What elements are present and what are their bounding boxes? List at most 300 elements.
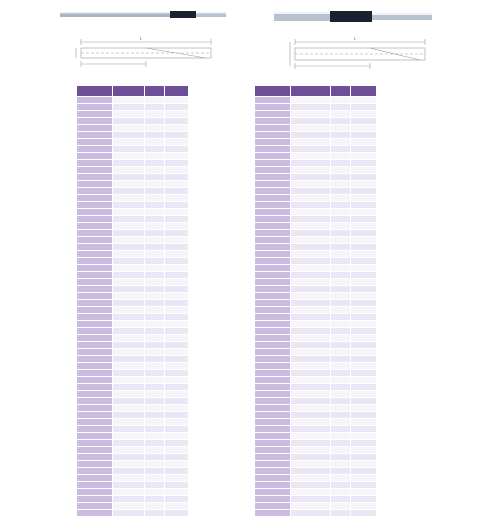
table-cell xyxy=(165,314,189,321)
table-row xyxy=(255,160,377,167)
table-cell xyxy=(145,111,165,118)
table-cell xyxy=(351,293,377,300)
table-cell xyxy=(165,342,189,349)
table-cell xyxy=(255,160,291,167)
table-cell xyxy=(165,209,189,216)
table-cell xyxy=(77,370,113,377)
table-cell xyxy=(113,230,145,237)
table-cell xyxy=(165,461,189,468)
table-cell xyxy=(351,307,377,314)
table-cell xyxy=(113,195,145,202)
table-cell xyxy=(291,167,331,174)
right-spec-table xyxy=(254,85,377,517)
table-cell xyxy=(165,440,189,447)
table-cell xyxy=(291,237,331,244)
table-row xyxy=(255,174,377,181)
table-cell xyxy=(255,398,291,405)
table-header-row xyxy=(77,86,189,97)
table-cell xyxy=(145,419,165,426)
table-cell xyxy=(255,244,291,251)
table-row xyxy=(77,377,189,384)
table-cell xyxy=(145,503,165,510)
table-cell xyxy=(291,391,331,398)
table-cell xyxy=(113,377,145,384)
table-cell xyxy=(255,139,291,146)
table-cell xyxy=(165,475,189,482)
table-cell xyxy=(77,349,113,356)
table-cell xyxy=(113,321,145,328)
table-row xyxy=(77,125,189,132)
table-header-cell xyxy=(291,86,331,97)
table-cell xyxy=(145,328,165,335)
table-row xyxy=(77,447,189,454)
table-cell xyxy=(165,496,189,503)
table-cell xyxy=(291,412,331,419)
table-row xyxy=(77,265,189,272)
table-cell xyxy=(255,97,291,104)
table-cell xyxy=(113,237,145,244)
table-cell xyxy=(331,97,351,104)
table-row xyxy=(77,503,189,510)
table-cell xyxy=(291,97,331,104)
table-cell xyxy=(351,111,377,118)
table-cell xyxy=(113,307,145,314)
table-cell xyxy=(145,468,165,475)
left-spec-table xyxy=(76,85,189,517)
table-cell xyxy=(331,230,351,237)
table-cell xyxy=(145,160,165,167)
table-header-row xyxy=(255,86,377,97)
table-cell xyxy=(331,139,351,146)
table-cell xyxy=(331,209,351,216)
table-cell xyxy=(77,314,113,321)
table-cell xyxy=(145,258,165,265)
table-cell xyxy=(165,482,189,489)
table-row xyxy=(77,412,189,419)
table-cell xyxy=(291,209,331,216)
table-cell xyxy=(351,496,377,503)
table-cell xyxy=(113,503,145,510)
table-cell xyxy=(255,216,291,223)
table-cell xyxy=(77,146,113,153)
table-cell xyxy=(351,461,377,468)
table-cell xyxy=(145,286,165,293)
table-cell xyxy=(165,454,189,461)
table-cell xyxy=(331,216,351,223)
table-cell xyxy=(145,167,165,174)
table-row xyxy=(255,195,377,202)
table-cell xyxy=(113,125,145,132)
table-cell xyxy=(145,216,165,223)
table-row xyxy=(77,475,189,482)
table-cell xyxy=(291,349,331,356)
table-cell xyxy=(77,468,113,475)
table-cell xyxy=(113,461,145,468)
table-cell xyxy=(77,160,113,167)
table-cell xyxy=(77,475,113,482)
table-cell xyxy=(113,160,145,167)
table-row xyxy=(77,510,189,517)
table-cell xyxy=(145,356,165,363)
table-cell xyxy=(331,251,351,258)
table-cell xyxy=(331,314,351,321)
table-row xyxy=(255,188,377,195)
table-cell xyxy=(331,202,351,209)
table-cell xyxy=(291,426,331,433)
table-cell xyxy=(291,440,331,447)
table-cell xyxy=(113,146,145,153)
table-cell xyxy=(255,265,291,272)
table-cell xyxy=(351,146,377,153)
table-cell xyxy=(145,489,165,496)
table-row xyxy=(77,384,189,391)
table-cell xyxy=(291,132,331,139)
table-cell xyxy=(77,125,113,132)
table-cell xyxy=(351,223,377,230)
table-cell xyxy=(331,174,351,181)
table-cell xyxy=(165,398,189,405)
table-cell xyxy=(291,328,331,335)
table-cell xyxy=(165,265,189,272)
table-cell xyxy=(291,321,331,328)
table-cell xyxy=(351,391,377,398)
table-row xyxy=(255,258,377,265)
table-cell xyxy=(165,412,189,419)
table-cell xyxy=(331,188,351,195)
table-cell xyxy=(351,202,377,209)
table-cell xyxy=(165,447,189,454)
table-cell xyxy=(351,482,377,489)
table-cell xyxy=(165,132,189,139)
table-row xyxy=(255,272,377,279)
table-cell xyxy=(291,398,331,405)
table-cell xyxy=(165,286,189,293)
table-cell xyxy=(113,335,145,342)
table-cell xyxy=(113,391,145,398)
table-row xyxy=(255,139,377,146)
table-cell xyxy=(255,104,291,111)
table-cell xyxy=(145,496,165,503)
table-cell xyxy=(255,489,291,496)
table-row xyxy=(255,356,377,363)
table-row xyxy=(255,447,377,454)
table-cell xyxy=(113,349,145,356)
table-cell xyxy=(145,405,165,412)
table-cell xyxy=(113,139,145,146)
table-cell xyxy=(145,230,165,237)
table-cell xyxy=(255,447,291,454)
table-cell xyxy=(291,405,331,412)
table-cell xyxy=(77,167,113,174)
table-row xyxy=(77,230,189,237)
table-cell xyxy=(291,510,331,517)
table-cell xyxy=(113,489,145,496)
table-row xyxy=(77,356,189,363)
table-row xyxy=(255,496,377,503)
table-header-cell xyxy=(331,86,351,97)
table-row xyxy=(255,370,377,377)
table-cell xyxy=(291,503,331,510)
table-row xyxy=(77,300,189,307)
table-row xyxy=(255,132,377,139)
table-cell xyxy=(291,244,331,251)
table-cell xyxy=(255,419,291,426)
table-row xyxy=(77,118,189,125)
table-cell xyxy=(77,209,113,216)
table-row xyxy=(77,195,189,202)
table-cell xyxy=(77,111,113,118)
table-cell xyxy=(145,146,165,153)
table-cell xyxy=(77,174,113,181)
table-row xyxy=(255,475,377,482)
table-cell xyxy=(351,335,377,342)
table-cell xyxy=(113,174,145,181)
table-cell xyxy=(255,258,291,265)
table-cell xyxy=(77,510,113,517)
table-cell xyxy=(331,391,351,398)
table-cell xyxy=(331,405,351,412)
table-cell xyxy=(113,132,145,139)
table-cell xyxy=(113,111,145,118)
table-row xyxy=(77,160,189,167)
table-cell xyxy=(165,125,189,132)
table-row xyxy=(255,433,377,440)
table-cell xyxy=(291,370,331,377)
table-cell xyxy=(351,216,377,223)
table-cell xyxy=(165,328,189,335)
table-row xyxy=(255,419,377,426)
table-row xyxy=(255,314,377,321)
table-row xyxy=(255,167,377,174)
table-cell xyxy=(113,104,145,111)
table-cell xyxy=(291,496,331,503)
table-cell xyxy=(255,146,291,153)
table-row xyxy=(255,503,377,510)
table-row xyxy=(77,181,189,188)
table-row xyxy=(77,335,189,342)
table-row xyxy=(77,216,189,223)
table-row xyxy=(255,230,377,237)
table-row xyxy=(77,342,189,349)
table-row xyxy=(77,286,189,293)
table-cell xyxy=(351,342,377,349)
table-cell xyxy=(291,475,331,482)
table-cell xyxy=(255,405,291,412)
table-row xyxy=(255,454,377,461)
table-cell xyxy=(351,398,377,405)
table-cell xyxy=(331,468,351,475)
table-row xyxy=(77,146,189,153)
table-row xyxy=(255,335,377,342)
table-cell xyxy=(291,216,331,223)
table-cell xyxy=(351,258,377,265)
table-row xyxy=(77,370,189,377)
table-cell xyxy=(113,293,145,300)
table-cell xyxy=(351,468,377,475)
table-cell xyxy=(351,426,377,433)
table-header-cell xyxy=(351,86,377,97)
table-cell xyxy=(77,202,113,209)
table-cell xyxy=(113,405,145,412)
table-cell xyxy=(145,363,165,370)
table-header-cell xyxy=(255,86,291,97)
table-row xyxy=(255,237,377,244)
table-row xyxy=(255,293,377,300)
table-cell xyxy=(145,335,165,342)
table-cell xyxy=(165,272,189,279)
table-row xyxy=(77,454,189,461)
table-cell xyxy=(291,111,331,118)
table-cell xyxy=(331,195,351,202)
table-cell xyxy=(255,181,291,188)
table-row xyxy=(77,440,189,447)
table-cell xyxy=(165,258,189,265)
table-cell xyxy=(351,272,377,279)
table-cell xyxy=(351,503,377,510)
table-cell xyxy=(255,440,291,447)
table-row xyxy=(77,272,189,279)
table-cell xyxy=(77,258,113,265)
table-cell xyxy=(165,349,189,356)
table-cell xyxy=(255,454,291,461)
table-cell xyxy=(255,202,291,209)
table-row xyxy=(255,384,377,391)
table-cell xyxy=(77,419,113,426)
table-cell xyxy=(77,426,113,433)
table-cell xyxy=(291,258,331,265)
table-cell xyxy=(77,104,113,111)
table-cell xyxy=(165,405,189,412)
table-cell xyxy=(255,293,291,300)
table-cell xyxy=(77,272,113,279)
table-cell xyxy=(255,272,291,279)
table-cell xyxy=(113,433,145,440)
table-cell xyxy=(255,167,291,174)
table-cell xyxy=(291,265,331,272)
table-cell xyxy=(77,223,113,230)
table-cell xyxy=(165,300,189,307)
table-cell xyxy=(351,125,377,132)
table-row xyxy=(77,307,189,314)
table-cell xyxy=(331,482,351,489)
table-header-cell xyxy=(77,86,113,97)
table-cell xyxy=(255,363,291,370)
table-cell xyxy=(291,181,331,188)
table-cell xyxy=(145,433,165,440)
table-cell xyxy=(77,153,113,160)
table-cell xyxy=(145,279,165,286)
table-cell xyxy=(113,314,145,321)
table-row xyxy=(77,188,189,195)
table-row xyxy=(255,489,377,496)
table-cell xyxy=(145,293,165,300)
table-cell xyxy=(113,363,145,370)
table-cell xyxy=(165,503,189,510)
table-cell xyxy=(77,461,113,468)
table-cell xyxy=(351,265,377,272)
table-cell xyxy=(113,167,145,174)
table-row xyxy=(77,468,189,475)
table-cell xyxy=(331,503,351,510)
table-cell xyxy=(113,272,145,279)
table-cell xyxy=(291,384,331,391)
table-cell xyxy=(145,314,165,321)
table-cell xyxy=(77,321,113,328)
table-row xyxy=(77,398,189,405)
table-cell xyxy=(291,468,331,475)
table-row xyxy=(255,461,377,468)
table-cell xyxy=(165,321,189,328)
table-cell xyxy=(77,216,113,223)
table-cell xyxy=(113,475,145,482)
table-row xyxy=(77,426,189,433)
table-cell xyxy=(145,454,165,461)
table-cell xyxy=(331,223,351,230)
table-cell xyxy=(255,384,291,391)
table-cell xyxy=(255,251,291,258)
table-cell xyxy=(351,328,377,335)
table-cell xyxy=(145,384,165,391)
table-cell xyxy=(145,300,165,307)
table-cell xyxy=(331,370,351,377)
table-cell xyxy=(351,454,377,461)
table-cell xyxy=(165,195,189,202)
left-dim-label: L xyxy=(140,36,143,41)
table-cell xyxy=(291,489,331,496)
table-cell xyxy=(255,475,291,482)
table-cell xyxy=(165,391,189,398)
table-cell xyxy=(113,258,145,265)
table-cell xyxy=(77,398,113,405)
table-cell xyxy=(145,202,165,209)
table-cell xyxy=(77,300,113,307)
table-cell xyxy=(291,146,331,153)
table-cell xyxy=(351,356,377,363)
table-cell xyxy=(113,328,145,335)
table-cell xyxy=(145,377,165,384)
table-cell xyxy=(145,244,165,251)
table-cell xyxy=(331,384,351,391)
table-cell xyxy=(145,174,165,181)
table-cell xyxy=(291,433,331,440)
table-cell xyxy=(255,195,291,202)
table-cell xyxy=(331,153,351,160)
table-row xyxy=(255,468,377,475)
table-cell xyxy=(77,293,113,300)
table-cell xyxy=(145,139,165,146)
table-row xyxy=(255,209,377,216)
table-cell xyxy=(351,230,377,237)
table-cell xyxy=(145,412,165,419)
table-cell xyxy=(255,349,291,356)
table-cell xyxy=(145,461,165,468)
table-cell xyxy=(77,307,113,314)
table-cell xyxy=(351,321,377,328)
table-cell xyxy=(351,237,377,244)
table-cell xyxy=(145,321,165,328)
table-cell xyxy=(113,510,145,517)
table-cell xyxy=(165,433,189,440)
table-cell xyxy=(255,230,291,237)
table-cell xyxy=(351,160,377,167)
table-cell xyxy=(331,321,351,328)
table-row xyxy=(255,251,377,258)
table-cell xyxy=(165,510,189,517)
table-cell xyxy=(291,223,331,230)
table-cell xyxy=(113,356,145,363)
table-cell xyxy=(77,335,113,342)
table-row xyxy=(255,286,377,293)
